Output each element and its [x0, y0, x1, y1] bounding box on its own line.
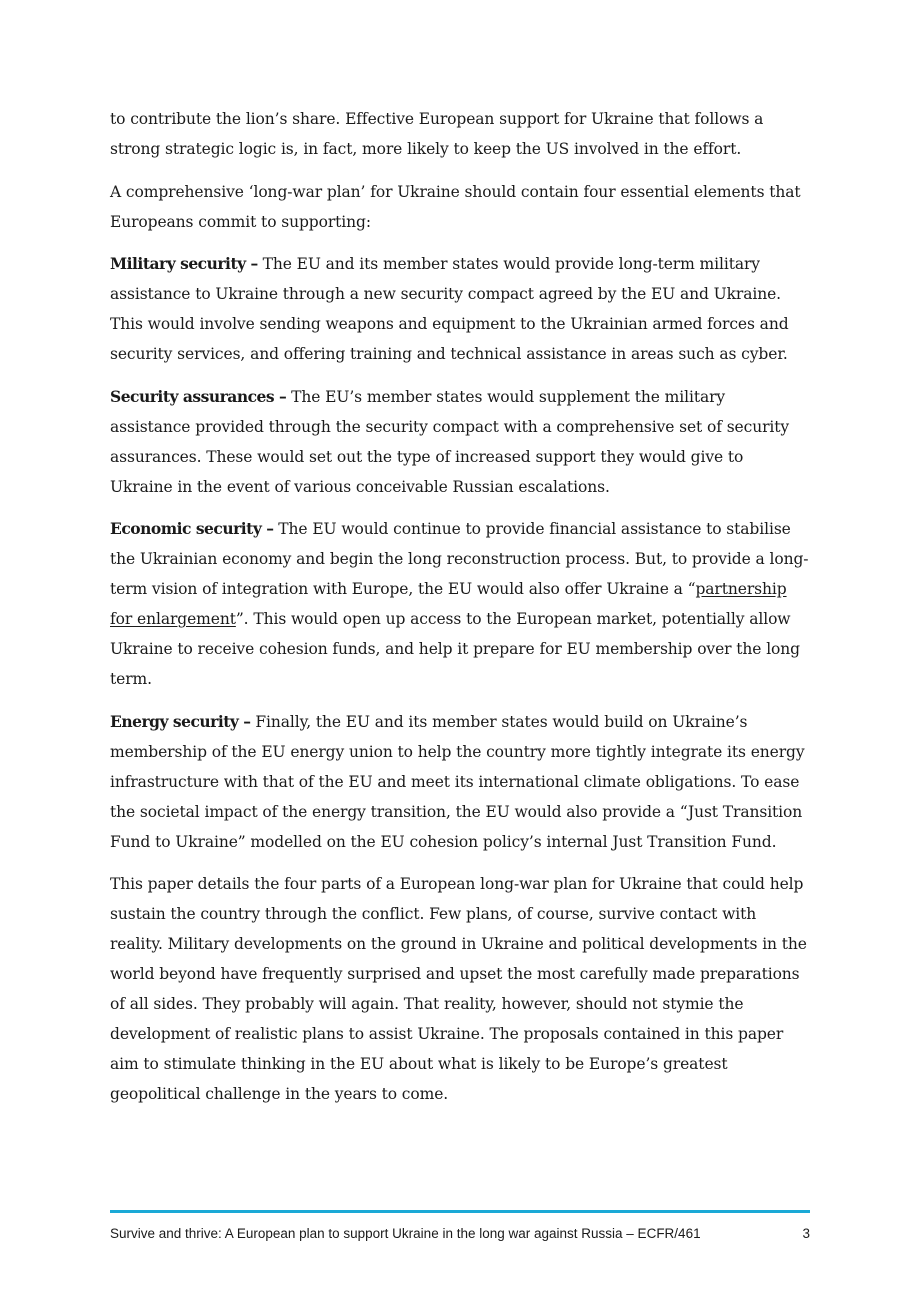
footer-divider — [110, 1210, 810, 1213]
lead-security-assurances: Security assurances – — [110, 386, 287, 406]
document-body — [110, 104, 810, 1122]
text-security-assurances: The EU’s member states would supplement the military assistance provided through the security compact with a comprehensive set of security assurances. These would set out the type of increased support they would give to Ukraine in the event of various conceivable Russian escalations. — [110, 387, 790, 496]
paragraph-long-war-plan: A comprehensive ‘long-war plan’ for Ukraine should contain four essential elements that Europeans commit to supporting: — [110, 182, 801, 231]
paragraph-energy-security — [110, 707, 810, 857]
paragraph-military-security — [110, 249, 810, 369]
text-energy-security: Finally, the EU and its member states would build on Ukraine’s membership of the EU energy union to help the country more tightly integrate its energy infrastructure with that of the EU and meet its international climate obligations. To ease the societal impact of the energy transition, the EU would also provide a “Just Transition Fund to Ukraine” modelled on the EU cohesion policy’s internal Just Transition Fund. — [110, 712, 805, 851]
paragraph-intro-continuation: to contribute the lion’s share. Effective European support for Ukraine that follows a strong strategic logic is, in fact, more likely to keep the US involved in the effort. — [110, 110, 764, 158]
partnership-for-enlargement-link[interactable]: partnership for enlargement — [110, 580, 787, 628]
text-military-security: The EU and its member states would provide long-term military assistance to Ukraine through a new security compact agreed by the EU and Ukraine. This would involve sending weapons and equipment to the Ukrainian armed forces and security services, and offering training and technical assistance in areas such as cyber. — [110, 255, 789, 363]
text-economic-security-before: The EU would continue to provide financial assistance to stabilise the Ukrainian economy and begin the long reconstruction process. But, to provide a long-term vision of integration with Europe, the EU would also offer Ukraine a “ — [110, 520, 809, 598]
lead-economic-security: Economic security – — [110, 519, 274, 538]
page-footer — [110, 1226, 810, 1241]
paragraph-economic-security — [110, 514, 810, 694]
text-economic-security-after: ”. This would open up access to the European market, potentially allow Ukraine to receive cohesion funds, and help it prepare for EU membership over the long term. — [110, 610, 800, 688]
footer-title: Survive and thrive: A European plan to support Ukraine in the long war against Russia – ECFR/461 — [110, 1226, 701, 1241]
page-number: 3 — [802, 1226, 810, 1241]
paragraph-closing: This paper details the four parts of a European long-war plan for Ukraine that could help sustain the country through the conflict. Few plans, of course, survive contact with reality. Military developments on the ground in Ukraine and political developments in the world beyond have frequently surprised and upset the most carefully made preparations of all sides. They probably will again. That reality, however, should not stymie the development of realistic plans to assist Ukraine. The proposals contained in this paper aim to stimulate thinking in the EU about what is likely to be Europe’s greatest geopolitical challenge in the years to come. — [110, 875, 807, 1103]
lead-energy-security: Energy security – — [110, 711, 251, 731]
lead-military-security: Military security – — [110, 254, 258, 273]
paragraph-security-assurances — [110, 382, 810, 502]
